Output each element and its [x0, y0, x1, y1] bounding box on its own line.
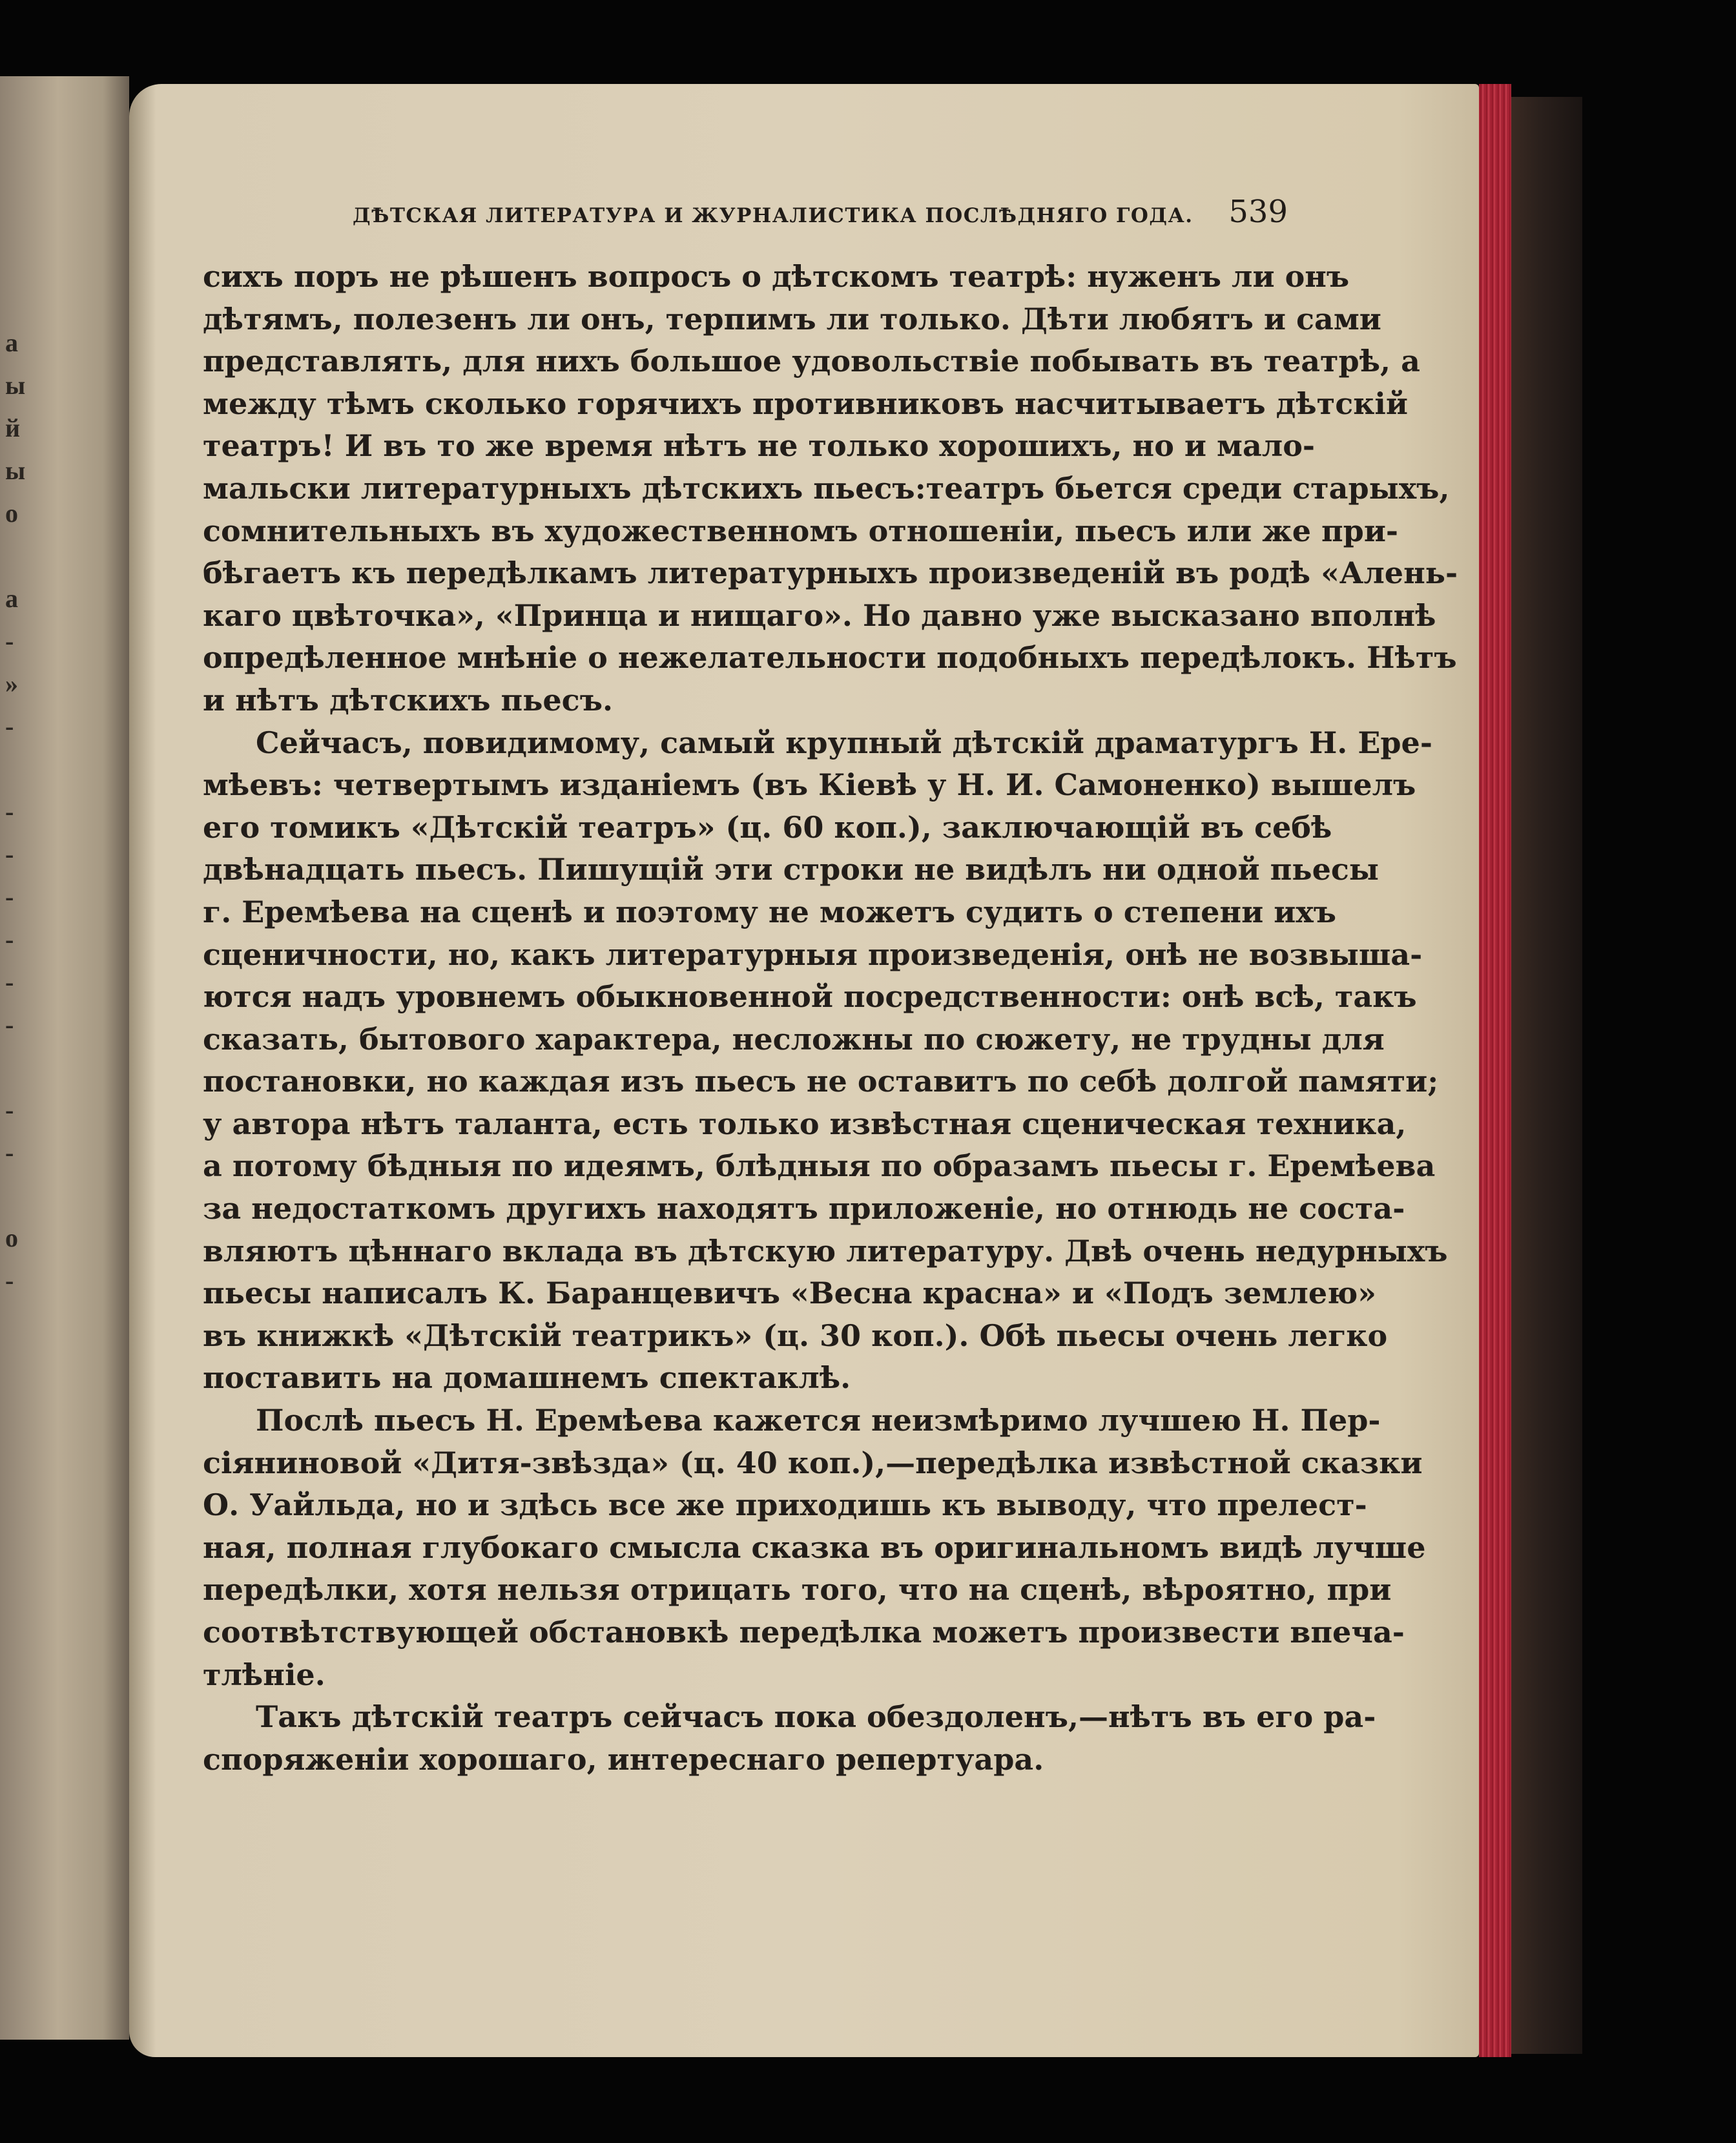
paragraph [203, 256, 1458, 722]
left-margin-letter: » [5, 669, 18, 698]
left-margin-letter: - [5, 1138, 14, 1167]
text-line: у автора нѣтъ таланта, есть только извѣстная сценическая техника, [203, 1106, 1407, 1141]
text-line: Сейчасъ, повидимому, самый крупный дѣтскій драматургъ Н. Ере- [256, 725, 1432, 760]
body-text [203, 256, 1458, 1781]
paragraph [203, 722, 1448, 1400]
text-line: его томикъ «Дѣтскій театръ» (ц. 60 коп.), заключающій въ себѣ [203, 809, 1332, 845]
left-page-cut-off-letters [5, 322, 44, 1302]
text-line: двѣнадцать пьесъ. Пишущій эти строки не видѣлъ ни одной пьесы [203, 852, 1379, 887]
left-margin-letter [5, 1046, 44, 1089]
text-line: сіяниновой «Дитя-звѣзда» (ц. 40 коп.),—передѣлка извѣстной сказки [203, 1445, 1423, 1480]
page-text [203, 194, 1458, 1781]
left-margin-letter: - [5, 882, 14, 911]
text-line: О. Уайльда, но и здѣсь все же приходишь къ выводу, что прелест- [203, 1487, 1367, 1523]
text-line: сказать, бытового характера, несложны по сюжету, не трудны для [203, 1021, 1385, 1057]
left-margin-letter: о [5, 1223, 18, 1252]
running-head [203, 194, 1288, 239]
left-margin-letter: - [5, 1095, 14, 1124]
left-page-fragment [0, 76, 129, 2040]
text-line: дѣтямъ, полезенъ ли онъ, терпимъ ли только. Дѣти любятъ и сами [203, 301, 1381, 336]
text-line: а потому бѣдныя по идеямъ, блѣдныя по образамъ пьесы г. Еремѣева [203, 1148, 1436, 1184]
left-margin-letter: - [5, 626, 14, 656]
text-line: ются надъ уровнемъ обыкновенной посредственности: онѣ всѣ, такъ [203, 979, 1417, 1015]
text-line: ная, полная глубокаго смысла сказка въ оригинальномъ видѣ лучше [203, 1529, 1426, 1565]
text-line: пьесы написалъ К. Баранцевичъ «Весна красна» и «Подъ землею» [203, 1276, 1377, 1311]
text-line: передѣлки, хотя нельзя отрицать того, что на сценѣ, вѣроятно, при [203, 1572, 1392, 1608]
paragraph [203, 1696, 1376, 1781]
left-margin-letter [5, 535, 44, 577]
text-line: сихъ поръ не рѣшенъ вопросъ о дѣтскомъ театрѣ: нуженъ ли онъ [203, 259, 1350, 294]
left-margin-letter: - [5, 797, 14, 826]
text-line: сценичности, но, какъ литературныя произведенія, онѣ не возвыша- [203, 937, 1423, 972]
text-line: споряженіи хорошаго, интереснаго репертуара. [203, 1741, 1044, 1777]
text-line: представлять, для нихъ большое удовольствіе побывать въ театрѣ, а [203, 344, 1420, 379]
left-margin-letter: - [5, 1266, 14, 1295]
text-line: театръ! И въ то же время нѣтъ не только хорошихъ, но и мало- [203, 428, 1315, 464]
text-line: постановки, но каждая изъ пьесъ не оставитъ по себѣ долгой памяти; [203, 1064, 1439, 1099]
text-line: въ книжкѣ «Дѣтскій театрикъ» (ц. 30 коп.). Обѣ пьесы очень легко [203, 1318, 1388, 1353]
left-margin-letter: а [5, 584, 18, 613]
book-cover [1511, 97, 1582, 2054]
text-line: Такъ дѣтскій театръ сейчасъ пока обездоленъ,—нѣтъ въ его ра- [256, 1699, 1376, 1735]
running-head-title: ДѢТСКАЯ ЛИТЕРАТУРА И ЖУРНАЛИСТИКА ПОСЛѢДНЯГО ГОДА. [353, 204, 1194, 227]
text-line: Послѣ пьесъ Н. Еремѣева кажется неизмѣримо лучшею Н. Пер- [256, 1403, 1381, 1438]
text-line: вляютъ цѣннаго вклада въ дѣтскую литературу. Двѣ очень недурныхъ [203, 1233, 1448, 1268]
left-margin-letter: ы [5, 371, 26, 400]
left-margin-letter: - [5, 925, 14, 954]
left-margin-letter: - [5, 968, 14, 997]
left-margin-letter: ы [5, 456, 26, 485]
text-line: соотвѣтствующей обстановкѣ передѣлка можетъ произвести впеча- [203, 1615, 1405, 1650]
text-line: тлѣніе. [203, 1657, 326, 1692]
left-margin-letter [5, 1174, 44, 1217]
paragraph [203, 1400, 1426, 1696]
text-line: опредѣленное мнѣніе о нежелательности подобныхъ передѣлокъ. Нѣтъ [203, 640, 1457, 676]
left-margin-letter [5, 748, 44, 791]
left-margin-letter: - [5, 1010, 14, 1039]
text-line: и нѣтъ дѣтскихъ пьесъ. [203, 682, 613, 718]
page-number: 539 [1228, 194, 1288, 230]
text-line: каго цвѣточка», «Принца и нищаго». Но давно уже высказано вполнѣ [203, 597, 1436, 633]
left-margin-letter: а [5, 328, 18, 357]
text-line: между тѣмъ сколько горячихъ противниковъ насчитываетъ дѣтскій [203, 386, 1409, 421]
left-margin-letter: о [5, 499, 18, 528]
text-line: сомнительныхъ въ художественномъ отношеніи, пьесъ или же при- [203, 513, 1399, 548]
text-line: мальски литературныхъ дѣтскихъ пьесъ:театръ бьется среди старыхъ, [203, 470, 1450, 506]
text-line: за недостаткомъ другихъ находятъ приложеніе, но отнюдь не соста- [203, 1191, 1405, 1227]
left-margin-letter: - [5, 712, 14, 741]
text-line: поставить на домашнемъ спектаклѣ. [203, 1360, 851, 1396]
text-line: г. Еремѣева на сценѣ и поэтому не можетъ судить о степени ихъ [203, 894, 1337, 929]
text-line: бѣгаетъ къ передѣлкамъ литературныхъ произведеній въ родѣ «Алень- [203, 555, 1458, 591]
red-page-edges [1479, 84, 1511, 2057]
left-margin-letter: й [5, 413, 21, 442]
text-line: мѣевъ: четвертымъ изданіемъ (въ Кіевѣ у Н. И. Самоненко) вышелъ [203, 767, 1416, 803]
left-margin-letter: - [5, 840, 14, 869]
